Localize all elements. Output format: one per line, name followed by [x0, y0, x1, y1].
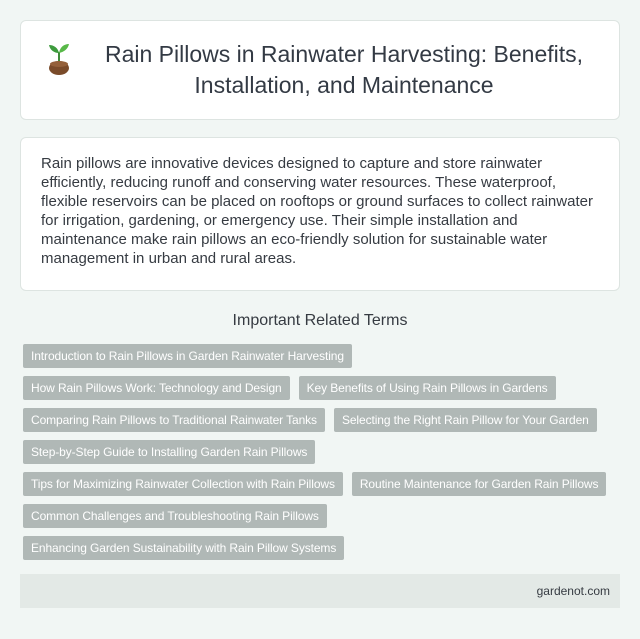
title-card	[20, 20, 620, 120]
related-term-tag[interactable]: Comparing Rain Pillows to Traditional Rainwater Tanks	[23, 408, 325, 432]
related-term-tag[interactable]: Routine Maintenance for Garden Rain Pillows	[352, 472, 607, 496]
related-term-tag[interactable]: Common Challenges and Troubleshooting Rain Pillows	[23, 504, 327, 528]
summary-text: Rain pillows are innovative devices designed to capture and store rainwater efficiently, reducing runoff and conserving water resources. These waterproof, flexible reservoirs can be placed on rooftops or ground surfaces to collect rainwater for irrigation, gardening, or emergency use. Their simple installation and maintenance make rain pillows an eco-friendly solution for sustainable water management in urban and rural areas.	[41, 155, 593, 267]
related-term-tag[interactable]: Introduction to Rain Pillows in Garden Rainwater Harvesting	[23, 344, 352, 368]
related-term-tag[interactable]: Enhancing Garden Sustainability with Rain Pillow Systems	[23, 536, 344, 560]
related-terms-list	[23, 344, 623, 560]
related-terms-heading: Important Related Terms	[232, 312, 408, 329]
related-term-tag[interactable]: How Rain Pillows Work: Technology and Design	[23, 376, 290, 400]
related-term-tag[interactable]: Tips for Maximizing Rainwater Collection with Rain Pillows	[23, 472, 343, 496]
related-term-tag[interactable]: Key Benefits of Using Rain Pillows in Gardens	[299, 376, 556, 400]
footer	[20, 574, 620, 608]
related-term-tag[interactable]: Step-by-Step Guide to Installing Garden Rain Pillows	[23, 440, 315, 464]
page-title: Rain Pillows in Rainwater Harvesting: Benefits, Installation, and Maintenance	[104, 41, 584, 98]
footer-site-link[interactable]: gardenot.com	[536, 584, 610, 598]
summary-card	[20, 137, 620, 291]
title-wrap	[26, 39, 614, 101]
related-term-tag[interactable]: Selecting the Right Rain Pillow for Your Garden	[334, 408, 597, 432]
seedling-icon	[46, 40, 72, 76]
